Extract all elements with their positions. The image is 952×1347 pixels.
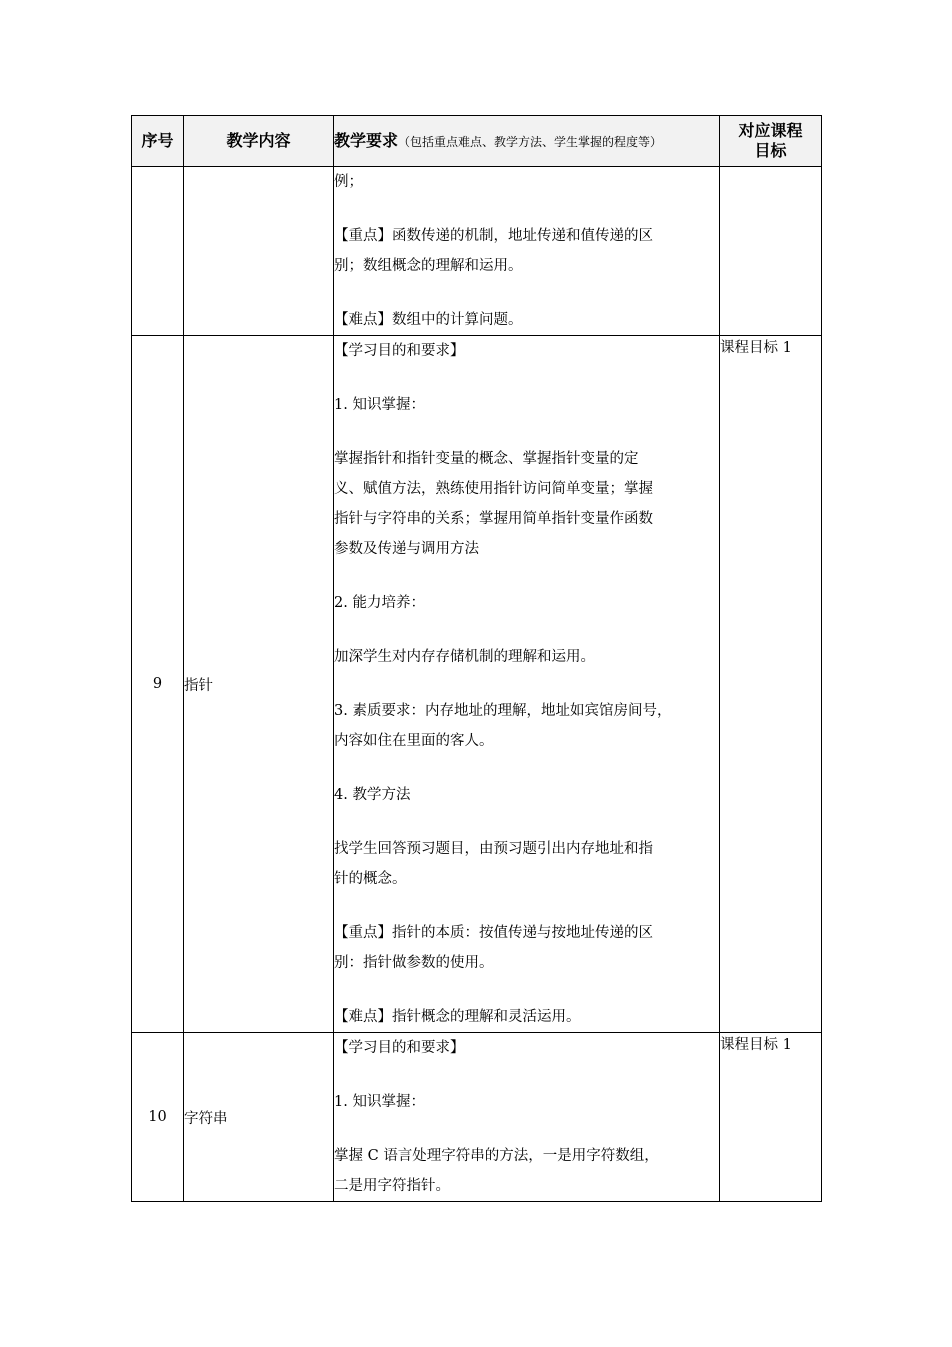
header-no: 序号 xyxy=(132,116,184,167)
requirement-line: 1. 知识掌握： xyxy=(334,1094,425,1110)
requirement-line: 掌握 C 语言处理字符串的方法，一是用字符数组， xyxy=(334,1148,659,1164)
header-row xyxy=(132,116,822,167)
requirement-line: 二是用字符指针。 xyxy=(334,1178,450,1194)
requirement-line: 例； xyxy=(334,174,363,190)
row-number: 10 xyxy=(132,1033,184,1202)
table-row xyxy=(132,1033,822,1202)
requirement-line: 3. 素质要求：内存地址的理解，地址如宾馆房间号， xyxy=(334,703,672,719)
row-number xyxy=(132,167,184,336)
header-goal-l1: 对应课程 xyxy=(738,121,803,140)
row-goal xyxy=(720,167,822,336)
table-row xyxy=(132,167,822,336)
row-content: 字符串 xyxy=(184,1033,334,1202)
syllabus-table xyxy=(131,115,822,1202)
header-content: 教学内容 xyxy=(184,116,334,167)
requirement-line: 参数及传递与调用方法 xyxy=(334,541,479,557)
requirement-line: 【学习目的和要求】 xyxy=(334,343,465,359)
header-requirements xyxy=(334,116,720,167)
requirement-line: 【重点】函数传递的机制，地址传递和值传递的区 xyxy=(334,228,653,244)
requirement-line: 1. 知识掌握： xyxy=(334,397,425,413)
row-requirements xyxy=(334,167,720,336)
row-requirements xyxy=(334,1033,720,1202)
requirement-line: 内容如住在里面的客人。 xyxy=(334,733,494,749)
row-goal: 课程目标 1 xyxy=(720,1033,822,1202)
requirement-line: 【难点】数组中的计算问题。 xyxy=(334,312,523,328)
table-row xyxy=(132,336,822,1033)
row-number: 9 xyxy=(132,336,184,1033)
row-content xyxy=(184,167,334,336)
requirement-line: 别；数组概念的理解和运用。 xyxy=(334,258,523,274)
requirement-line: 义、赋值方法，熟练使用指针访问简单变量；掌握 xyxy=(334,481,653,497)
header-goal xyxy=(720,116,822,167)
row-requirements xyxy=(334,336,720,1033)
requirement-line: 别：指针做参数的使用。 xyxy=(334,955,494,971)
requirement-line: 4. 教学方法 xyxy=(334,787,411,803)
requirement-line: 2. 能力培养： xyxy=(334,595,425,611)
row-content: 指针 xyxy=(184,336,334,1033)
requirement-line: 加深学生对内存存储机制的理解和运用。 xyxy=(334,649,595,665)
requirement-line: 【学习目的和要求】 xyxy=(334,1040,465,1056)
requirement-line: 掌握指针和指针变量的概念、掌握指针变量的定 xyxy=(334,451,639,467)
header-req-note: （包括重点难点、教学方法、学生掌握的程度等） xyxy=(398,134,663,149)
requirement-line: 【重点】指针的本质：按值传递与按地址传递的区 xyxy=(334,925,653,941)
requirement-line: 针的概念。 xyxy=(334,871,407,887)
row-goal: 课程目标 1 xyxy=(720,336,822,1033)
requirement-line: 指针与字符串的关系；掌握用简单指针变量作函数 xyxy=(334,511,653,527)
header-goal-l2: 目标 xyxy=(754,141,787,160)
requirement-line: 【难点】指针概念的理解和灵活运用。 xyxy=(334,1009,581,1025)
header-req-title: 教学要求 xyxy=(334,130,399,150)
requirement-line: 找学生回答预习题目，由预习题引出内存地址和指 xyxy=(334,841,653,857)
